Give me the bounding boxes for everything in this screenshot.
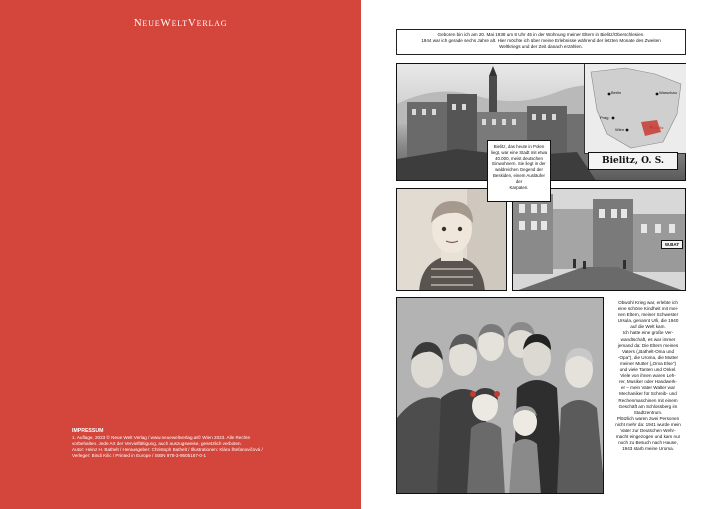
panel-boy-portrait	[396, 188, 507, 291]
intro-box	[396, 29, 686, 55]
caption-line: Bielitz, das heute in Polen	[493, 144, 545, 149]
story-line: und viele Tanten und Onkel.	[619, 367, 677, 373]
story-line: -Opa"), die Uroma, die Mutter	[617, 354, 679, 360]
story-line: Mechaniker für Schreib- und	[619, 391, 677, 397]
story-line: meiner Mutter („Oma Else")	[620, 360, 676, 366]
story-line: wandtschaft, es war immer	[620, 336, 676, 342]
imprint-title: IMPRESSUM	[72, 428, 104, 434]
story-line: Obwohl Krieg war, erlebte ich	[618, 300, 678, 305]
map-label-prag: Prag	[600, 115, 609, 120]
story-line: Geschäft am Schlossberg im	[618, 403, 678, 409]
story-line: Viele von ihnen waren Leh-	[620, 373, 676, 379]
map-illustration	[585, 64, 687, 154]
caption-line: Beskiden, einem Ausläufer der	[493, 172, 545, 184]
story-text	[609, 300, 687, 452]
story-line: Plötzlich waren zwei Personen	[616, 415, 680, 421]
imprint-line: 1. Auflage, 2023 © Neue Welt Verlag / www.neueweltverlag.at© Wien 2023. Alle Rechte	[72, 435, 251, 440]
boy-illustration	[397, 189, 507, 291]
panel-street-scene	[512, 188, 686, 291]
story-line: Ich hatte eine große Ver-	[622, 330, 674, 336]
map-label-warschau: Warschau	[659, 90, 677, 95]
map-label-wien: Wien	[615, 127, 625, 132]
intro-line: Geboren bin ich am 20. Mai 1938 um 8 Uhr 45 in der Wohnung meiner Eltern in Bielitz/Oberschlesien.	[437, 32, 645, 37]
caption-box	[487, 140, 551, 202]
caption-line: waldreichen Gegend der	[495, 167, 543, 173]
imprint	[72, 428, 312, 459]
map-label-berlin: Berlin	[611, 90, 622, 95]
map-inset	[584, 64, 686, 154]
family-illustration	[397, 298, 604, 494]
story-line: Vaters („Bathelt-Oma und	[622, 348, 674, 354]
story-line: 1943 starb meine Uroma.	[622, 446, 674, 452]
caption-line: Karpaten.	[509, 184, 529, 190]
caption-line: 40.000, meist deutschen	[495, 155, 543, 161]
imprint-line: Verleger: Bindi Kilic / Printed in Europe / ISBN 978-3-9505187-0-1	[72, 453, 207, 458]
panel-family-portrait	[396, 297, 604, 494]
city-sign: Bielitz, O. S.	[588, 152, 678, 170]
story-line: eine schöne Kindheit mit mei-	[617, 306, 679, 312]
story-line: Rechenmaschinen mit einem	[618, 397, 678, 403]
shop-sign: W.BAT	[661, 240, 683, 249]
story-line: er – mein Vater Walter war	[620, 385, 676, 391]
story-line: Ursula, genannt Urli, die 1940	[617, 318, 679, 324]
imprint-line: vorbehalten. Jede Art der Vervielfältigung, auch auszugsweise, gesetzlich verboten.	[72, 441, 242, 446]
caption-line: liegt, war eine Stadt mit etwa	[490, 149, 548, 155]
story-line: jemand da: Die Eltern meines	[617, 342, 679, 348]
story-line: noch zu Besuch nach Hause,	[618, 440, 678, 446]
story-line: Stadtzentrum.	[633, 409, 663, 415]
story-line: nen Eltern, meiner Schwester	[617, 312, 679, 318]
story-line: macht eingezogen und kam nur	[615, 434, 681, 440]
map-label-bielitz: Bielitz	[653, 125, 664, 130]
imprint-line: Autor: Heinz H. Bathelt / Herausgeber: Christoph Bathelt / Illustrationen: Klára Štefanovičová /	[72, 447, 263, 452]
story-line: Vater zur Deutschen Wehr-	[620, 427, 676, 433]
intro-line: Weltkriegs und der Zeit danach erzählen.	[499, 44, 583, 49]
story-line: rer, Musiker oder Handwerk-	[619, 379, 677, 385]
story-line: auf die Welt kam.	[630, 324, 666, 330]
intro-line: 1944 war ich gerade sechs Jahre alt. Hier möchte ich über meine Erlebnisse während der letzten Monate des Zweiten	[421, 38, 661, 43]
caption-line: Einwohnern. Sie liegt in der	[492, 161, 546, 167]
story-line: nicht mehr da: 1941 wurde mein	[615, 421, 681, 427]
publisher-logo: NeueWeltVerlag	[133, 17, 228, 29]
